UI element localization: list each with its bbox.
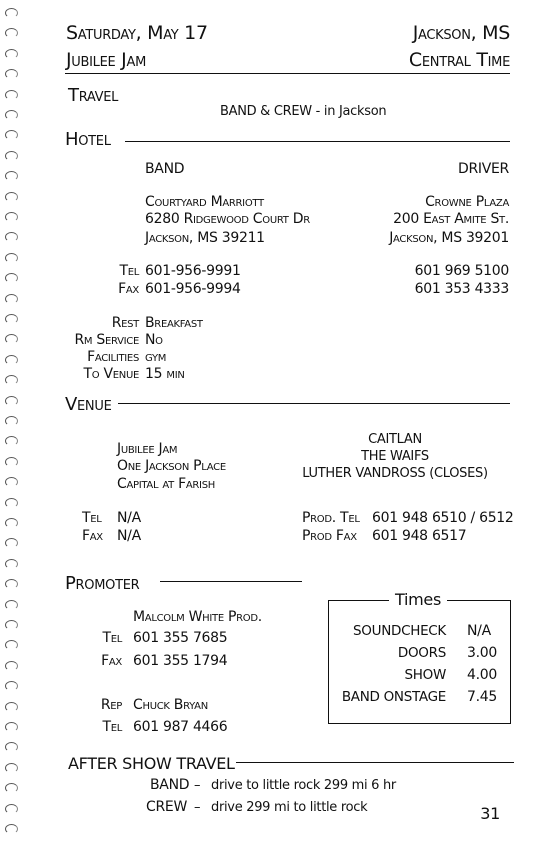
rm-service-label: Rm Service bbox=[74, 332, 139, 348]
binding-ring bbox=[5, 253, 18, 263]
binding-ring bbox=[5, 416, 18, 426]
hotel-tel-label: Tel bbox=[119, 263, 139, 279]
binding-ring bbox=[5, 69, 18, 79]
binding-ring bbox=[5, 192, 18, 202]
binding-ring bbox=[5, 600, 18, 610]
binding-ring bbox=[5, 824, 18, 834]
promoter-heading: Promoter bbox=[65, 573, 140, 594]
page-number: 31 bbox=[480, 804, 500, 823]
rep-tel-label: Tel bbox=[102, 719, 122, 735]
facilities-label: Facilities bbox=[87, 349, 139, 365]
after-show-band-label: BAND bbox=[150, 777, 190, 793]
binding-ring bbox=[5, 661, 18, 671]
hotel-fax-label: Fax bbox=[118, 281, 139, 297]
header-rule bbox=[65, 73, 510, 74]
binding-ring bbox=[5, 538, 18, 548]
act-3: LUTHER VANDROSS (CLOSES) bbox=[302, 466, 488, 481]
binding-ring bbox=[5, 232, 18, 242]
prod-tel-label: Prod. Tel bbox=[302, 510, 360, 526]
prod-tel: 601 948 6510 / 6512 bbox=[372, 510, 514, 526]
spiral-binding bbox=[2, 8, 22, 848]
driver-hotel-city: Jackson, MS 39201 bbox=[389, 230, 509, 246]
binding-ring bbox=[5, 110, 18, 120]
binding-ring bbox=[5, 8, 18, 18]
binding-ring bbox=[5, 640, 18, 650]
venue-place: One Jackson Place bbox=[117, 458, 226, 474]
after-show-band-detail: drive to little rock 299 mi 6 hr bbox=[211, 778, 396, 793]
city: Jackson, MS bbox=[412, 22, 510, 44]
venue-location: Capital at Farish bbox=[117, 476, 215, 492]
times-label-band-onstage: BAND ONSTAGE bbox=[341, 689, 446, 705]
times-label-doors: DOORS bbox=[397, 645, 446, 661]
promoter-tel: 601 355 7685 bbox=[133, 630, 228, 646]
rm-service-value: No bbox=[145, 332, 163, 348]
to-venue-label: To Venue bbox=[83, 366, 139, 382]
binding-ring bbox=[5, 763, 18, 773]
band-hotel-address: 6280 Ridgewood Court Dr bbox=[145, 211, 310, 227]
venue-name: Jubilee Jam bbox=[117, 441, 178, 457]
after-show-crew-detail: drive 299 mi to little rock bbox=[211, 800, 368, 815]
driver-hotel-label: DRIVER bbox=[458, 161, 509, 177]
date: Saturday, May 17 bbox=[66, 22, 208, 44]
binding-ring bbox=[5, 90, 18, 100]
binding-ring bbox=[5, 273, 18, 283]
after-show-crew-label: CREW bbox=[146, 799, 187, 815]
binding-ring bbox=[5, 294, 18, 304]
binding-ring bbox=[5, 355, 18, 365]
band-hotel-label: BAND bbox=[145, 161, 185, 177]
driver-hotel-fax: 601 353 4333 bbox=[414, 281, 509, 297]
promoter-rule bbox=[160, 581, 302, 582]
binding-ring bbox=[5, 579, 18, 589]
driver-hotel-name: Crowne Plaza bbox=[425, 194, 509, 210]
times-title: Times bbox=[389, 590, 447, 609]
binding-ring bbox=[5, 722, 18, 732]
timezone: Central Time bbox=[408, 49, 510, 71]
times-value-band-onstage: 7.45 bbox=[467, 689, 497, 705]
binding-ring bbox=[5, 375, 18, 385]
binding-ring bbox=[5, 702, 18, 712]
promoter-fax: 601 355 1794 bbox=[133, 653, 228, 669]
promoter-tel-label: Tel bbox=[102, 630, 122, 646]
binding-ring bbox=[5, 436, 18, 446]
driver-hotel-address: 200 East Amite St. bbox=[393, 211, 509, 227]
rep-tel: 601 987 4466 bbox=[133, 719, 228, 735]
event-name: Jubilee Jam bbox=[66, 49, 146, 71]
binding-ring bbox=[5, 28, 18, 38]
driver-hotel-tel: 601 969 5100 bbox=[414, 263, 509, 279]
rep-name: Chuck Bryan bbox=[133, 697, 208, 713]
venue-tel-label: Tel bbox=[82, 510, 102, 526]
band-hotel-fax: 601-956-9994 bbox=[145, 281, 241, 297]
times-value-soundcheck: N/A bbox=[467, 623, 491, 639]
binding-ring bbox=[5, 498, 18, 508]
prod-fax-label: Prod Fax bbox=[302, 528, 357, 544]
venue-fax: N/A bbox=[117, 528, 141, 544]
after-show-rule bbox=[236, 762, 514, 763]
binding-ring bbox=[5, 804, 18, 814]
act-1: CAITLAN bbox=[368, 432, 422, 447]
facilities-value: gym bbox=[145, 349, 167, 365]
binding-ring bbox=[5, 477, 18, 487]
hotel-heading: Hotel bbox=[65, 129, 111, 150]
after-show-heading: AFTER SHOW TRAVEL bbox=[68, 754, 235, 773]
after-show-band-dash: – bbox=[194, 778, 201, 793]
times-label-soundcheck: SOUNDCHECK bbox=[353, 623, 446, 639]
band-hotel-name: Courtyard Marriott bbox=[145, 194, 264, 210]
rest-label: Rest bbox=[111, 315, 139, 331]
band-hotel-city: Jackson, MS 39211 bbox=[145, 230, 265, 246]
travel-note: BAND & CREW - in Jackson bbox=[220, 104, 387, 119]
prod-fax: 601 948 6517 bbox=[372, 528, 467, 544]
band-hotel-tel: 601-956-9991 bbox=[145, 263, 241, 279]
binding-ring bbox=[5, 620, 18, 630]
after-show-crew-dash: – bbox=[194, 800, 201, 815]
binding-ring bbox=[5, 457, 18, 467]
promoter-name: Malcolm White Prod. bbox=[133, 609, 262, 625]
venue-heading: Venue bbox=[65, 394, 112, 415]
binding-ring bbox=[5, 314, 18, 324]
rest-value: Breakfast bbox=[145, 315, 203, 331]
binding-ring bbox=[5, 742, 18, 752]
act-2: THE WAIFS bbox=[361, 449, 429, 464]
venue-fax-label: Fax bbox=[82, 528, 103, 544]
times-label-show: SHOW bbox=[404, 667, 446, 683]
binding-ring bbox=[5, 783, 18, 793]
promoter-fax-label: Fax bbox=[101, 653, 122, 669]
binding-ring bbox=[5, 49, 18, 59]
binding-ring bbox=[5, 212, 18, 222]
binding-ring bbox=[5, 151, 18, 161]
times-box bbox=[328, 600, 511, 724]
venue-rule bbox=[118, 403, 510, 404]
travel-heading: Travel bbox=[68, 85, 119, 106]
times-value-doors: 3.00 bbox=[467, 645, 497, 661]
binding-ring bbox=[5, 396, 18, 406]
hotel-rule bbox=[125, 141, 510, 142]
to-venue-value: 15 min bbox=[145, 366, 185, 382]
rep-label: Rep bbox=[100, 697, 122, 713]
binding-ring bbox=[5, 334, 18, 344]
binding-ring bbox=[5, 518, 18, 528]
binding-ring bbox=[5, 559, 18, 569]
times-value-show: 4.00 bbox=[467, 667, 497, 683]
binding-ring bbox=[5, 130, 18, 140]
binding-ring bbox=[5, 681, 18, 691]
venue-tel: N/A bbox=[117, 510, 141, 526]
binding-ring bbox=[5, 171, 18, 181]
